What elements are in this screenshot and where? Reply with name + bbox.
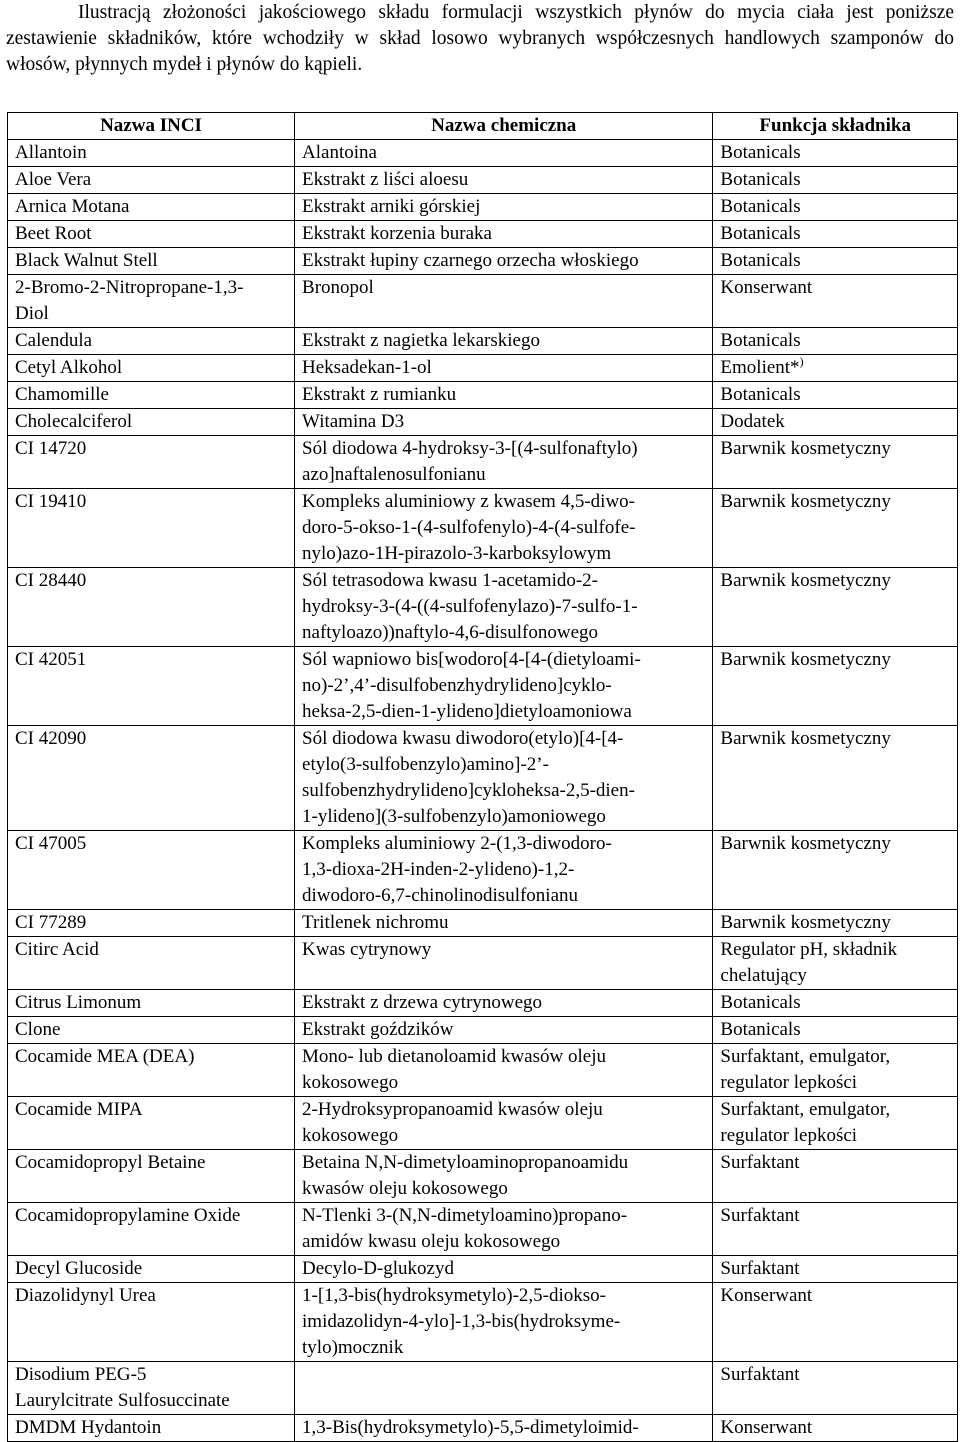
inci-name-cell [8, 221, 295, 248]
chemical-name-cell-text: Tritlenek nichromu [302, 912, 449, 933]
chemical-name-cell-text: 1,3-Bis(hydroksymetylo)-5,5-dimetyloimid- [302, 1417, 639, 1438]
table-row [8, 831, 958, 910]
table-row [8, 1256, 958, 1283]
function-cell [713, 568, 958, 647]
function-cell-text: Botanicals [720, 223, 801, 244]
chemical-name-cell [295, 1256, 713, 1283]
function-cell [713, 1283, 958, 1362]
chemical-name-cell-text: Sól diodowa kwasu diwodoro(etylo)[4-[4- etylo(3-sulfobenzylo)amino]-2’- sulfobenzhydrylideno]cykloheksa-2,5-dien- 1-ylideno](3-sulfobenzylo)amoniowego [302, 728, 635, 827]
chemical-name-cell-text: N-Tlenki 3-(N,N-dimetyloamino)propano- amidów kwasu oleju kokosowego [302, 1205, 628, 1252]
function-cell [713, 1415, 958, 1442]
table-body [8, 140, 958, 1442]
inci-name-cell-text: Cocamidopropyl Betaine [15, 1152, 206, 1173]
inci-name-cell-text: Black Walnut Stell [15, 250, 158, 271]
inci-name-cell-text: Diazolidynyl Urea [15, 1285, 156, 1306]
function-cell-text: Barwnik kosmetyczny [720, 438, 891, 459]
function-cell-text: Botanicals [720, 250, 801, 271]
chemical-name-cell-text: Ekstrakt łupiny czarnego orzecha włoskiego [302, 250, 639, 271]
function-cell-text: Botanicals [720, 169, 801, 190]
function-cell [713, 647, 958, 726]
function-cell-text: Botanicals [720, 142, 801, 163]
function-cell [713, 1150, 958, 1203]
inci-name-cell [8, 726, 295, 831]
table-row [8, 436, 958, 489]
function-cell [713, 726, 958, 831]
function-cell-text: Emolient* [720, 357, 800, 378]
function-cell-text: Botanicals [720, 1019, 801, 1040]
function-cell-text: Surfaktant, emulgator, regulator lepkości [720, 1099, 891, 1146]
chemical-name-cell-text: Kwas cytrynowy [302, 939, 432, 960]
ingredients-table [7, 112, 958, 1442]
inci-name-cell [8, 355, 295, 382]
chemical-name-cell [295, 489, 713, 568]
table-row [8, 1150, 958, 1203]
table-row [8, 1362, 958, 1415]
function-cell-text: Konserwant [720, 277, 813, 298]
inci-name-cell [8, 1044, 295, 1097]
header-inci-name: Nazwa INCI [8, 113, 295, 140]
function-cell [713, 409, 958, 436]
table-row [8, 1283, 958, 1362]
chemical-name-cell-text: Decylo-D-glukozyd [302, 1258, 454, 1279]
table-row [8, 382, 958, 409]
inci-name-cell [8, 167, 295, 194]
inci-name-cell-text: 2-Bromo-2-Nitropropane-1,3- Diol [15, 277, 244, 324]
inci-name-cell [8, 1283, 295, 1362]
inci-name-cell-text: Arnica Motana [15, 196, 130, 217]
chemical-name-cell [295, 1097, 713, 1150]
inci-name-cell-text: Decyl Glucoside [15, 1258, 143, 1279]
function-cell [713, 328, 958, 355]
inci-name-cell [8, 647, 295, 726]
chemical-name-cell [295, 221, 713, 248]
table-row [8, 726, 958, 831]
function-cell-text: Botanicals [720, 992, 801, 1013]
function-cell-text: Barwnik kosmetyczny [720, 728, 891, 749]
table-row [8, 140, 958, 167]
chemical-name-cell [295, 831, 713, 910]
inci-name-cell [8, 140, 295, 167]
table-row [8, 1017, 958, 1044]
function-cell [713, 1362, 958, 1415]
function-cell-text: Barwnik kosmetyczny [720, 912, 891, 933]
chemical-name-cell [295, 140, 713, 167]
chemical-name-cell [295, 194, 713, 221]
function-cell [713, 194, 958, 221]
function-cell-text: Surfaktant [720, 1152, 800, 1173]
chemical-name-cell-text: Mono- lub dietanoloamid kwasów oleju kokosowego [302, 1046, 606, 1093]
inci-name-cell [8, 409, 295, 436]
chemical-name-cell-text: Ekstrakt goździków [302, 1019, 454, 1040]
table-row [8, 167, 958, 194]
function-cell-text: Botanicals [720, 196, 801, 217]
inci-name-cell-text: Chamomille [15, 384, 109, 405]
inci-name-cell-text: Cocamidopropylamine Oxide [15, 1205, 241, 1226]
chemical-name-cell [295, 409, 713, 436]
inci-name-cell-text: Cetyl Alkohol [15, 357, 123, 378]
function-cell-text: Botanicals [720, 330, 801, 351]
table-row [8, 194, 958, 221]
footnote-marker: ) [799, 354, 804, 369]
function-cell [713, 990, 958, 1017]
chemical-name-cell [295, 1150, 713, 1203]
inci-name-cell-text: DMDM Hydantoin [15, 1417, 162, 1438]
chemical-name-cell-text: Kompleks aluminiowy z kwasem 4,5-diwo- doro-5-okso-1-(4-sulfofenylo)-4-(4-sulfofe- nylo)azo-1H-pirazolo-3-karboksylowym [302, 491, 636, 564]
table-row [8, 1415, 958, 1442]
inci-name-cell [8, 275, 295, 328]
header-chemical-name: Nazwa chemiczna [295, 113, 713, 140]
inci-name-cell-text: CI 47005 [15, 833, 87, 854]
inci-name-cell-text: Citrus Limonum [15, 992, 142, 1013]
function-cell [713, 140, 958, 167]
table-row [8, 275, 958, 328]
inci-name-cell-text: Beet Root [15, 223, 92, 244]
chemical-name-cell [295, 436, 713, 489]
chemical-name-cell-text: Ekstrakt z liści aloesu [302, 169, 469, 190]
inci-name-cell-text: Cholecalciferol [15, 411, 133, 432]
chemical-name-cell-text: Witamina D3 [302, 411, 405, 432]
table-row [8, 328, 958, 355]
chemical-name-cell-text: 1-[1,3-bis(hydroksymetylo)-2,5-diokso- imidazolidyn-4-ylo]-1,3-bis(hydroksyme- tylo)mocznik [302, 1285, 621, 1358]
chemical-name-cell [295, 1415, 713, 1442]
function-cell [713, 248, 958, 275]
inci-name-cell-text: Disodium PEG-5 Laurylcitrate Sulfosuccinate [15, 1364, 230, 1411]
inci-name-cell [8, 248, 295, 275]
chemical-name-cell [295, 910, 713, 937]
chemical-name-cell-text: Betaina N,N-dimetyloaminopropanoamidu kwasów oleju kokosowego [302, 1152, 629, 1199]
inci-name-cell [8, 910, 295, 937]
function-cell [713, 937, 958, 990]
inci-name-cell [8, 1203, 295, 1256]
header-function: Funkcja składnika [713, 113, 958, 140]
chemical-name-cell [295, 937, 713, 990]
table-row [8, 568, 958, 647]
function-cell [713, 275, 958, 328]
inci-name-cell [8, 382, 295, 409]
inci-name-cell [8, 1415, 295, 1442]
chemical-name-cell-text: 2-Hydroksypropanoamid kwasów oleju kokosowego [302, 1099, 603, 1146]
chemical-name-cell-text: Ekstrakt korzenia buraka [302, 223, 492, 244]
inci-name-cell [8, 568, 295, 647]
chemical-name-cell [295, 1044, 713, 1097]
inci-name-cell [8, 1256, 295, 1283]
function-cell-text: Barwnik kosmetyczny [720, 491, 891, 512]
inci-name-cell [8, 831, 295, 910]
function-cell-text: Surfaktant, emulgator, regulator lepkości [720, 1046, 891, 1093]
inci-name-cell-text: Aloe Vera [15, 169, 92, 190]
chemical-name-cell-text: Sól diodowa 4-hydroksy-3-[(4-sulfonaftylo) azo]naftalenosulfonianu [302, 438, 638, 485]
function-cell-text: Surfaktant [720, 1364, 800, 1385]
chemical-name-cell-text: Sól tetrasodowa kwasu 1-acetamido-2- hydroksy-3-(4-((4-sulfofenylazo)-7-sulfo-1- naftyloazo))naftylo-4,6-disulfonowego [302, 570, 638, 643]
function-cell [713, 910, 958, 937]
function-cell [713, 436, 958, 489]
chemical-name-cell [295, 990, 713, 1017]
table-row [8, 1203, 958, 1256]
function-cell [713, 167, 958, 194]
table-row [8, 910, 958, 937]
chemical-name-cell [295, 328, 713, 355]
chemical-name-cell-text: Ekstrakt z drzewa cytrynowego [302, 992, 543, 1013]
table-row [8, 355, 958, 382]
inci-name-cell [8, 1362, 295, 1415]
inci-name-cell [8, 194, 295, 221]
function-cell [713, 1044, 958, 1097]
table-row [8, 248, 958, 275]
chemical-name-cell-text: Ekstrakt z nagietka lekarskiego [302, 330, 540, 351]
chemical-name-cell [295, 382, 713, 409]
inci-name-cell-text: Cocamide MEA (DEA) [15, 1046, 195, 1067]
inci-name-cell-text: Allantoin [15, 142, 87, 163]
chemical-name-cell-text: Bronopol [302, 277, 374, 298]
function-cell [713, 382, 958, 409]
inci-name-cell-text: CI 19410 [15, 491, 87, 512]
inci-name-cell-text: CI 77289 [15, 912, 87, 933]
inci-name-cell [8, 489, 295, 568]
inci-name-cell-text: Cocamide MIPA [15, 1099, 143, 1120]
table-row [8, 990, 958, 1017]
function-cell [713, 1097, 958, 1150]
function-cell-text: Konserwant [720, 1417, 813, 1438]
inci-name-cell [8, 1150, 295, 1203]
function-cell-text: Barwnik kosmetyczny [720, 833, 891, 854]
chemical-name-cell-text: Ekstrakt z rumianku [302, 384, 457, 405]
chemical-name-cell [295, 1362, 713, 1415]
function-cell-text: Barwnik kosmetyczny [720, 649, 891, 670]
table-header-row [8, 113, 958, 140]
inci-name-cell [8, 990, 295, 1017]
function-cell [713, 221, 958, 248]
chemical-name-cell [295, 568, 713, 647]
chemical-name-cell-text: Heksadekan-1-ol [302, 357, 432, 378]
chemical-name-cell [295, 248, 713, 275]
inci-name-cell [8, 1097, 295, 1150]
function-cell-text: Surfaktant [720, 1258, 800, 1279]
function-cell [713, 831, 958, 910]
table-row [8, 647, 958, 726]
chemical-name-cell [295, 355, 713, 382]
function-cell [713, 1256, 958, 1283]
function-cell-text: Surfaktant [720, 1205, 800, 1226]
inci-name-cell-text: CI 42051 [15, 649, 87, 670]
table-row [8, 1044, 958, 1097]
function-cell [713, 1203, 958, 1256]
chemical-name-cell [295, 726, 713, 831]
function-cell-text: Barwnik kosmetyczny [720, 570, 891, 591]
chemical-name-cell-text: Alantoina [302, 142, 377, 163]
chemical-name-cell [295, 275, 713, 328]
table-row [8, 1097, 958, 1150]
chemical-name-cell [295, 647, 713, 726]
table-row [8, 221, 958, 248]
function-cell-text: Botanicals [720, 384, 801, 405]
chemical-name-cell-text: Ekstrakt arniki górskiej [302, 196, 481, 217]
inci-name-cell-text: Citirc Acid [15, 939, 99, 960]
inci-name-cell-text: CI 28440 [15, 570, 87, 591]
chemical-name-cell [295, 1203, 713, 1256]
chemical-name-cell [295, 1283, 713, 1362]
table-row [8, 937, 958, 990]
inci-name-cell [8, 436, 295, 489]
inci-name-cell [8, 328, 295, 355]
chemical-name-cell [295, 1017, 713, 1044]
function-cell [713, 355, 958, 382]
inci-name-cell [8, 937, 295, 990]
function-cell-text: Regulator pH, składnik chelatujący [720, 939, 898, 986]
inci-name-cell-text: CI 42090 [15, 728, 87, 749]
table-row [8, 489, 958, 568]
chemical-name-cell [295, 167, 713, 194]
inci-name-cell-text: CI 14720 [15, 438, 87, 459]
inci-name-cell-text: Calendula [15, 330, 93, 351]
table-row [8, 409, 958, 436]
inci-name-cell [8, 1017, 295, 1044]
function-cell-text: Dodatek [720, 411, 785, 432]
function-cell [713, 489, 958, 568]
function-cell [713, 1017, 958, 1044]
inci-name-cell-text: Clone [15, 1019, 61, 1040]
intro-paragraph: Ilustracją złożoności jakościowego składu formulacji wszystkich płynów do mycia ciała jest poniższe zestawienie składników, które wchodziły w skład losowo wybranych współczesnych handlowych szamponów do włosów, płynnych mydeł i płynów do kąpieli. [6, 2, 954, 75]
function-cell-text: Konserwant [720, 1285, 813, 1306]
chemical-name-cell-text: Kompleks aluminiowy 2-(1,3-diwodoro- 1,3-dioxa-2H-inden-2-ylideno)-1,2- diwodoro-6,7-chinolinodisulfonianu [302, 833, 612, 906]
chemical-name-cell-text: Sól wapniowo bis[wodoro[4-[4-(dietyloami- no)-2’,4’-disulfobenzhydrylideno]cyklo- heksa-2,5-dien-1-ylideno]dietyloamoniowa [302, 649, 641, 722]
